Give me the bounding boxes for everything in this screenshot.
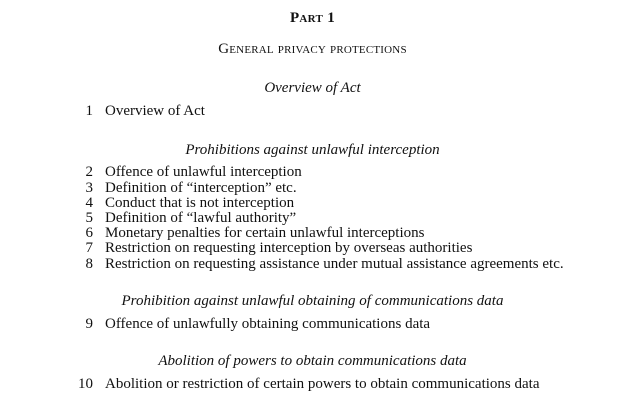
- entry-text: Conduct that is not interception: [105, 195, 295, 211]
- entry-text: Overview of Act: [105, 103, 205, 119]
- entry-number: 5: [85, 210, 93, 226]
- entry-number: 3: [85, 180, 93, 196]
- entry-text: Monetary penalties for certain unlawful interceptions: [105, 225, 425, 241]
- part-title: Part 1: [289, 10, 336, 26]
- entry-number: 7: [85, 240, 93, 256]
- contents-entry: [0, 256, 625, 273]
- entry-number: 2: [85, 164, 93, 180]
- section-heading: Prohibitions against unlawful interception: [185, 142, 440, 158]
- entry-text: Definition of “interception” etc.: [105, 180, 297, 196]
- section-heading: Abolition of powers to obtain communications data: [158, 353, 467, 369]
- entry-number: 8: [85, 256, 93, 272]
- entry-text: Abolition or restriction of certain powers to obtain communications data: [105, 376, 540, 392]
- entry-text: Restriction on requesting assistance under mutual assistance agreements etc.: [105, 256, 564, 272]
- entry-number: 10: [78, 376, 93, 392]
- contents-entry: [0, 240, 625, 257]
- contents-entry: [0, 164, 625, 181]
- contents-entry: [0, 376, 625, 393]
- contents-entry: [0, 103, 625, 120]
- section-heading: Prohibition against unlawful obtaining of communications data: [121, 293, 504, 309]
- section-heading: Overview of Act: [264, 80, 361, 96]
- contents-entry: [0, 316, 625, 333]
- entry-text: Restriction on requesting interception by overseas authorities: [105, 240, 473, 256]
- entry-number: 4: [85, 195, 93, 211]
- entry-text: Offence of unlawful interception: [105, 164, 302, 180]
- entry-number: 9: [85, 316, 93, 332]
- entry-number: 1: [85, 103, 93, 119]
- entry-text: Definition of “lawful authority”: [105, 210, 297, 226]
- entry-text: Offence of unlawfully obtaining communications data: [105, 316, 431, 332]
- part-subtitle: General privacy protections: [218, 41, 407, 57]
- entry-number: 6: [85, 225, 93, 241]
